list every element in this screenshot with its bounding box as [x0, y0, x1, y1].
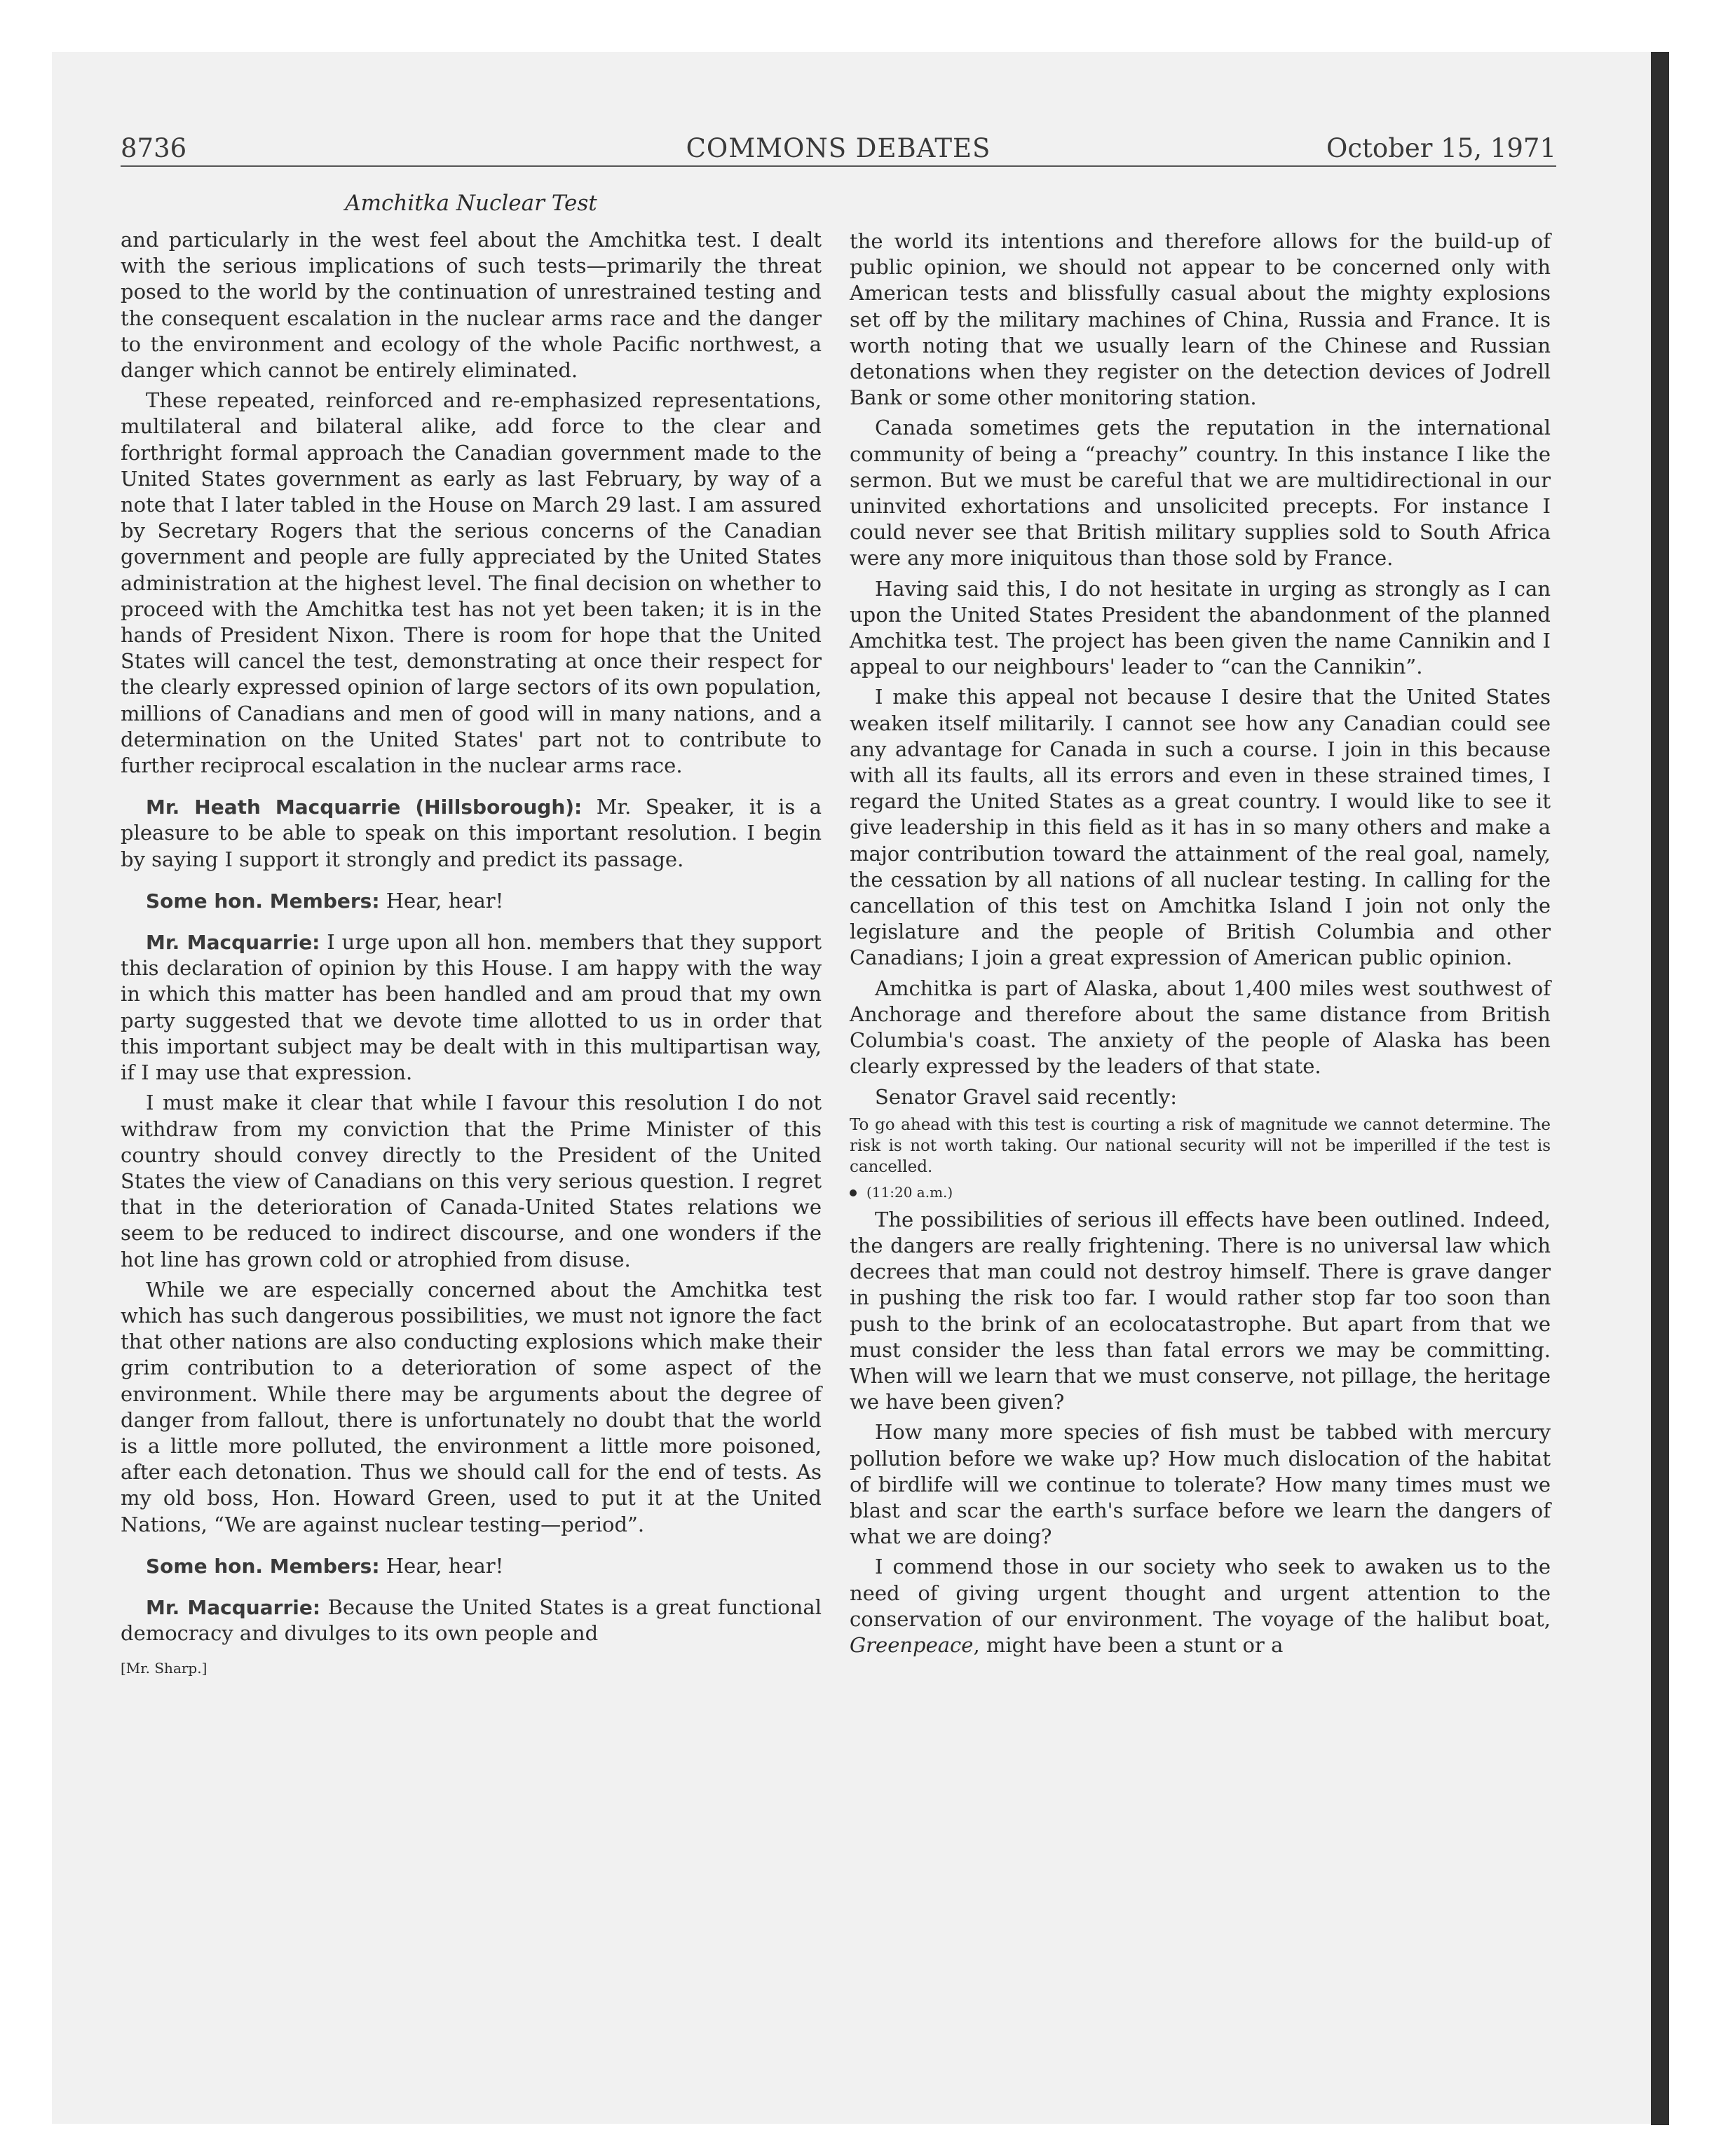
paragraph: The possibilities of serious ill effects have been outlined. Indeed, the dangers are really frightening. There is no universal law which decrees that man could not destroy himself. There is grave danger in pushing the risk too far. I would rather stop far too soon than push to the brink of an ecolocatastrophe. But apart from that we must consider the less than fatal errors we may be committing. When will we learn that we must conserve, not pillage, the heritage we have been given? [850, 1207, 1551, 1414]
paragraph: the world its intentions and therefore allows for the build-up of public opinion, we should not appear to be concerned only with American tests and blissfully casual about the mighty explosions set off by the military machines of China, Russia and France. It is worth noting that we usually learn of the Chinese and Russian detonations when they register on the detection devices of Jodrell Bank or some other monitoring station. [850, 229, 1551, 410]
paragraph: How many more species of fish must be tabbed with mercury pollution before we wake up? How much dislocation of the habitat of birdlife will we continue to tolerate? How many times must we blast and scar the earth's surface before we learn the dangers of what we are doing? [850, 1420, 1551, 1549]
paragraph-text: I commend those in our society who seek to awaken us to the need of giving urgent thought and urgent attention to the conservation of our environment. The voyage of the halibut boat, [850, 1555, 1551, 1631]
speech-paragraph [121, 888, 822, 914]
paragraph: I must make it clear that while I favour this resolution I do not withdraw from my conviction that the Prime Minister of this country should convey directly to the President of the United States the view of Canadians on this very serious question. I regret that in the deterioration of Canada-United States relations we seem to be reduced to indirect discourse, and one wonders if the hot line has grown cold or atrophied from disuse. [121, 1091, 822, 1271]
speech-text: Because the United States is a great functional democracy and divulges to its own people and [121, 1595, 822, 1646]
publication-date: October 15, 1971 [1326, 133, 1556, 163]
footnote: [Mr. Sharp.] [121, 1660, 207, 1677]
paragraph: and particularly in the west feel about the Amchitka test. I dealt with the serious implications of such tests—primarily the threat posed to the world by the continuation of unrestrained testing and the consequent escalation in the nuclear arms race and the danger to the environment and ecology of the whole Pacific northwest, a danger which cannot be entirely eliminated. [121, 228, 822, 383]
publication-title: COMMONS DEBATES [686, 133, 991, 163]
paragraph: Amchitka is part of Alaska, about 1,400 miles west southwest of Anchorage and therefore about the same distance from British Columbia's coast. The anxiety of the people of Alaska has been clearly expressed by the leaders of that state. [850, 976, 1551, 1079]
paragraph: These repeated, reinforced and re-emphasized representations, multilateral and bilateral alike, add force to the clear and forthright formal approach the Canadian government made to the United States government as early as last February, by way of a note that I later tabled in the House on March 29 last. I am assured by Secretary Rogers that the serious concerns of the Canadian government and people are fully appreciated by the United States administration at the highest level. The final decision on whether to proceed with the Amchitka test has not yet been taken; it is in the hands of President Nixon. There is room for hope that the United States will cancel the test, demonstrating at once their respect for the clearly expressed opinion of large sectors of its own population, millions of Canadians and men of good will in many nations, and a determination on the United States' part not to contribute to further reciprocal escalation in the nuclear arms race. [121, 388, 822, 778]
paragraph: Having said this, I do not hesitate in urging as strongly as I can upon the United States President the abandonment of the planned Amchitka test. The project has been given the name Cannikin and I appeal to our neighbours' leader to “can the Cannikin”. [850, 576, 1551, 679]
speaker-name: Mr. Macquarrie: [146, 1595, 321, 1619]
speech-paragraph [121, 794, 822, 873]
page-number: 8736 [121, 133, 187, 163]
paragraph: Canada sometimes gets the reputation in the international community of being a “preachy” country. In this instance I like the sermon. But we must be careful that we are multidirectional in our uninvited exhortations and unsolicited precepts. For instance I could never see that British military supplies sold to South Africa were any more iniquitous than those sold by France. [850, 416, 1551, 571]
speaker-name: Some hon. Members: [146, 1554, 380, 1578]
block-quote: To go ahead with this test is courting a risk of magnitude we cannot determine. The risk is not worth taking. Our national security will not be imperilled if the test is cancelled. [850, 1115, 1551, 1176]
speaker-name: Some hon. Members: [146, 889, 380, 913]
speech-paragraph [121, 1595, 822, 1646]
section-title: Amchitka Nuclear Test [345, 191, 597, 216]
speech-text: Hear, hear! [379, 888, 504, 913]
scan-edge-bar [1651, 52, 1669, 2125]
time-marker [850, 1182, 1551, 1203]
speech-text: Hear, hear! [379, 1553, 504, 1578]
speech-paragraph [121, 929, 822, 1086]
paragraph: I make this appeal not because I desire that the United States weaken itself militarily. I cannot see how any Canadian could see any advantage for Canada in such a course. I join in this because with all its faults, all its errors and even in these strained times, I regard the United States as a great country. I would like to see it give leadership in this field as it has in so many others and make a major contribution toward the attainment of the real goal, namely, the cessation by all nations of all nuclear testing. In calling for the cancellation of this test on Amchitka Island I join not only the legislature and the people of British Columbia and other Canadians; I join a great expression of American public opinion. [850, 685, 1551, 970]
time-text: (11:20 a.m.) [866, 1183, 953, 1201]
bullet-icon [850, 1189, 857, 1196]
right-column [850, 228, 1551, 1663]
paragraph: While we are especially concerned about the Amchitka test which has such dangerous possibilities, we must not ignore the fact that other nations are also conducting explosions which make their grim contribution to a deterioration of some aspect of the environment. While there may be arguments about the degree of danger from fallout, there is unfortunately no doubt that the world is a little more polluted, the environment a little more poisoned, after each detonation. Thus we should call for the end of tests. As my old boss, Hon. Howard Green, used to put it at the United Nations, “We are against nuclear testing—period”. [121, 1277, 822, 1536]
paragraph: Senator Gravel said recently: [875, 1084, 1177, 1109]
speaker-name: Mr. Macquarrie: [146, 931, 320, 955]
left-column [121, 188, 822, 1679]
ship-name: Greenpeace [850, 1632, 974, 1657]
paragraph-text: , might have been a stunt or a [973, 1632, 1284, 1657]
speech-paragraph [121, 1553, 822, 1579]
paragraph [850, 1554, 1551, 1658]
speech-text: Mr. Speaker, it is a pleasure to be able to speak on this important resolution. I begin by saying I support it strongly and predict its passage. [121, 795, 822, 871]
speech-text: I urge upon all hon. members that they support this declaration of opinion by this House. I am happy with the way in which this matter has been handled and am proud that my own party suggested that we devote time allotted to us in order that this important subject may be dealt with in this multipartisan way, if I may use that expression. [121, 930, 822, 1085]
speaker-name: Mr. Heath Macquarrie (Hillsborough): [146, 796, 583, 819]
page-header [121, 132, 1556, 167]
